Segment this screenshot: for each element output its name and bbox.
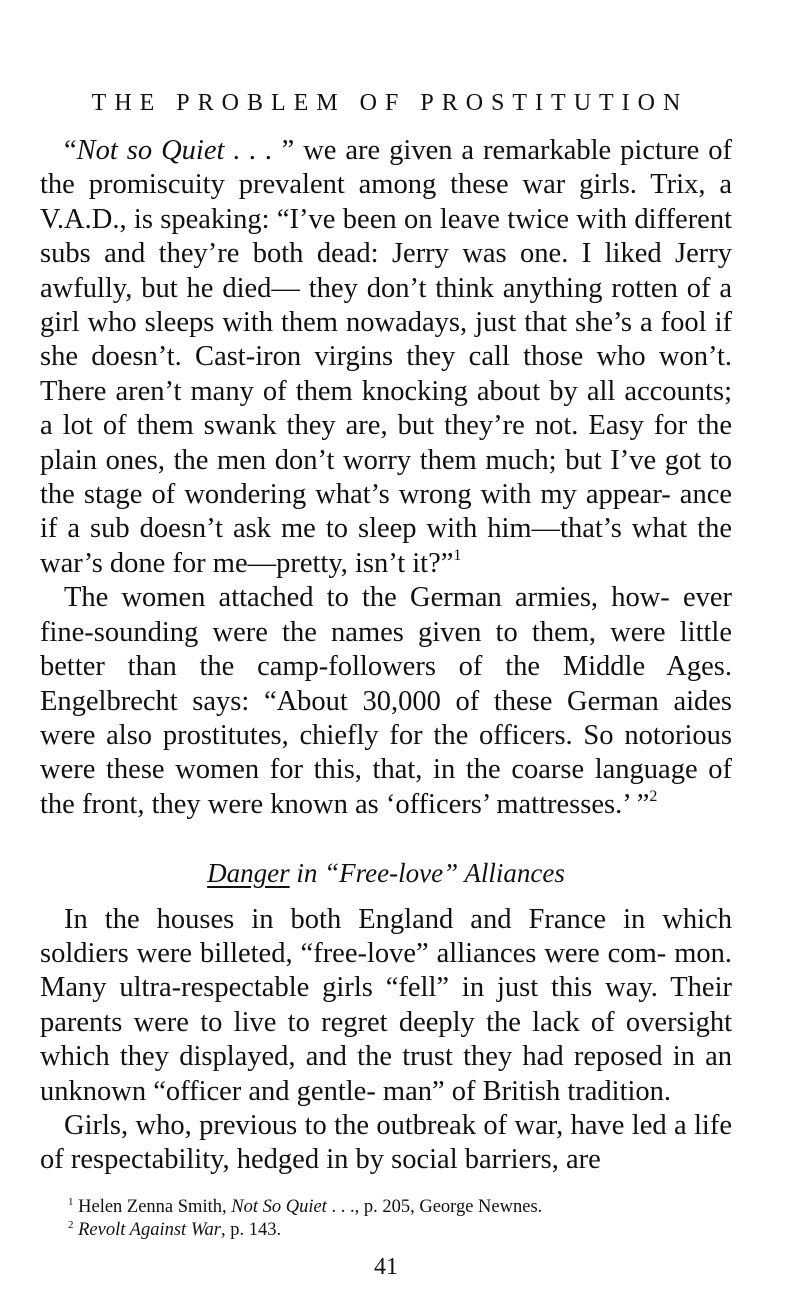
footnote-ref-2: 2: [649, 787, 658, 805]
paragraph-3: In the houses in both England and France in which soldiers were billeted, “free-love” alliances were com- mon. Many ultra-respectable girls “fell” in just this way. Their parents were to live to regret deeply the lack of oversight which they displayed, and the trust they had reposed in an unknown “officer and gentle- man” of British tradition.: [40, 903, 732, 1107]
footnote-1: $^1$ Helen Zenna Smith, Not So Quiet . . ., p. 205, George Newnes.: [68, 1196, 543, 1217]
footnote-2: $^2$ Revolt Against War, p. 143.: [68, 1219, 282, 1240]
section-heading: Danger in “Free-love” Alliances: [207, 858, 565, 889]
paragraph-2: The women attached to the German armies, how- ever fine-sounding were the names given to them, were little better than the camp-followers of the Middle Ages. Engelbrecht says: “About 30,000 of these German aides were also prostitutes, chiefly for the officers. So notorious were these women for this, that, in the coarse language of the front, they were known as ‘officers’ mattresses.’ ”$^2$: [40, 582, 732, 820]
footnote-ref-1: 1: [453, 546, 462, 564]
paragraph-4: Girls, who, previous to the outbreak of war, have led a life of respectability, hedged in by social barriers, are: [40, 1109, 732, 1176]
footnotes: [40, 1196, 732, 1242]
page-number: 41: [374, 1254, 398, 1280]
book-title-reference: Not so Quiet . . .: [76, 135, 273, 166]
paragraph-1: “Not so Quiet . . . ” we are given a remarkable picture of the promiscuity prevalent among these war girls. Trix, a V.A.D., is speaking: “I’ve been on leave twice with different subs and they’re both dead: Jerry was one. I liked Jerry awfully, but he died— they don’t think anything rotten of a girl who sleeps with them nowadays, just that she’s a fool if she doesn’t. Cast-iron virgins they call those who won’t. There aren’t many of them knocking about by all accounts; a lot of them swank they are, but they’re not. Easy for the plain ones, the men don’t worry them much; but I’ve got to the stage of wondering what’s wrong with my appear- ance if a sub doesn’t ask me to sleep with him—that’s what the war’s done for me—pretty, isn’t it?”$^1$: [40, 135, 732, 579]
running-head: THE PROBLEM OF PROSTITUTION: [91, 90, 689, 116]
body-text: [40, 134, 732, 1178]
